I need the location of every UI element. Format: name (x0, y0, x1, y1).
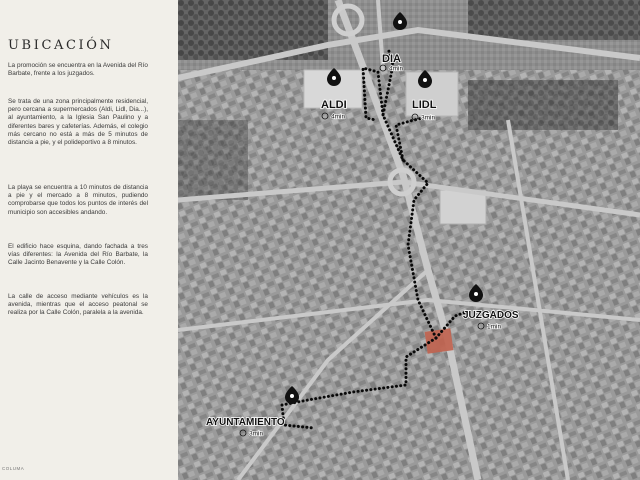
description-panel (0, 0, 178, 480)
tree-cover (178, 120, 248, 200)
pin-dot (398, 20, 402, 24)
satellite-map[interactable] (178, 0, 640, 480)
poi-time: 4min (331, 113, 346, 121)
description-paragraph: La playa se encuentra a 10 minutos de distancia a pie y el mercado a 8 minutos, pudiendo comprobarse que todos los puntos de interés del municipio son accesibles andando. (8, 184, 148, 216)
poi-time: 1min (487, 323, 502, 331)
tree-cover (468, 80, 618, 130)
poi-time: 3min (249, 430, 264, 438)
pin-dot (474, 292, 478, 296)
poi-time: 4min (389, 65, 404, 73)
description-paragraph: Se trata de una zona principalmente residencial, pero cercana a supermercados (Aldi, Lidl, Dia...), al ayuntamiento, a la Iglesia San Paulino y a diferentes bares y cafeterías. Además, el colegio más cercano no está a más de 5 minutos de distancia a pie, y el polideportivo a 8 minutos. (8, 98, 148, 147)
poi-time: 3min (421, 114, 436, 122)
description-paragraph: La promoción se encuentra en la Avenida del Río Barbate, frente a los juzgados. (8, 62, 148, 78)
logo-mark: COLUMA (2, 466, 25, 471)
poi-label: ALDI (321, 99, 347, 111)
pin-dot (332, 76, 336, 80)
description-paragraph: El edificio hace esquina, dando fachada a tres vías diferentes: la Avenida del Río Barbate, la Calle Jacinto Benavente y la Calle Colón. (8, 243, 148, 267)
poi-label: JUZGADOS (463, 310, 519, 321)
section-title: UBICACIÓN (8, 38, 114, 53)
property-highlight (425, 328, 454, 353)
pin-dot (423, 78, 427, 82)
poi-label: AYUNTAMIENTO (206, 417, 285, 428)
description-paragraph: La calle de acceso mediante vehículos es la avenida, mientras que el acceso peatonal se realiza por la Calle Colón, paralela a la avenida. (8, 293, 148, 317)
map-canvas (178, 0, 640, 480)
tree-cover (468, 0, 640, 40)
poi-label: DIA (382, 53, 401, 65)
poi-label: LIDL (412, 99, 437, 111)
pin-dot (290, 394, 294, 398)
